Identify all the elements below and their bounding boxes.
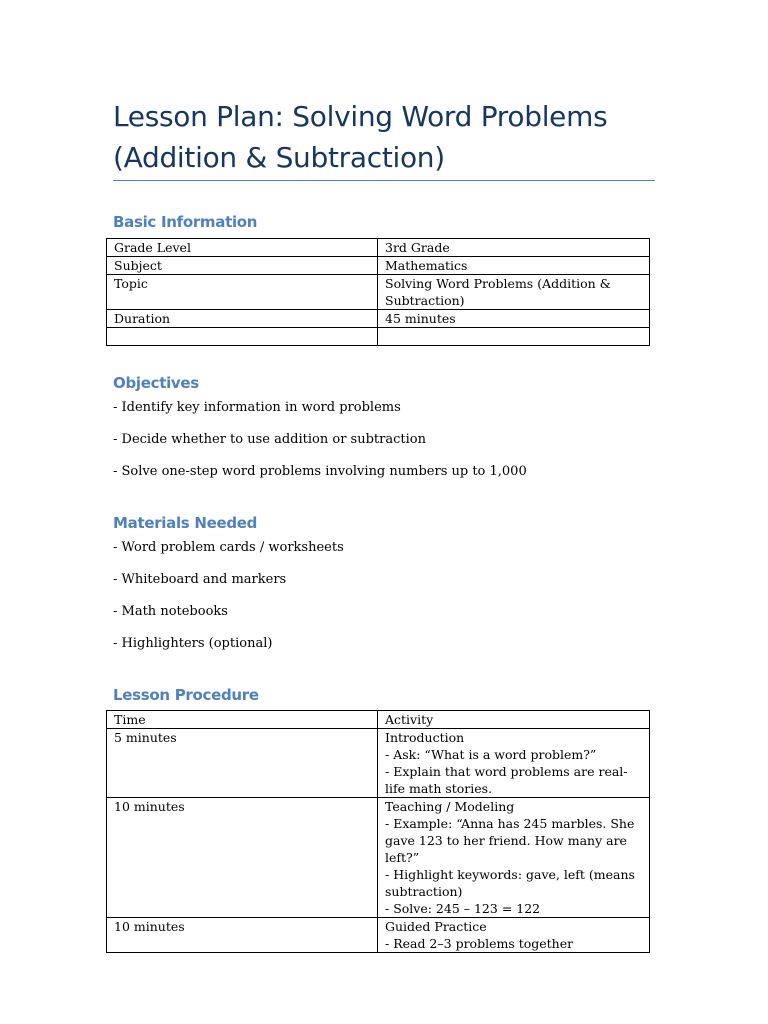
activity-cell <box>378 918 650 953</box>
time-cell: 5 minutes <box>107 729 378 798</box>
table-row <box>107 729 650 798</box>
activity-line: - Ask: “What is a word problem?” <box>385 747 597 762</box>
table-row <box>107 257 650 275</box>
table-cell-value: 45 minutes <box>378 310 650 328</box>
table-cell-label: Topic <box>107 275 378 310</box>
table-row <box>107 310 650 328</box>
table-header-row <box>107 711 650 729</box>
column-header-activity: Activity <box>378 711 650 729</box>
activity-line: - Read 2–3 problems together <box>385 936 574 951</box>
objectives-heading: Objectives <box>113 374 199 392</box>
list-item: - Solve one-step word problems involving numbers up to 1,000 <box>113 464 527 479</box>
time-cell: 10 minutes <box>107 798 378 918</box>
list-item: - Whiteboard and markers <box>113 572 287 587</box>
time-cell: 10 minutes <box>107 918 378 953</box>
table-row <box>107 275 650 310</box>
activity-cell <box>378 729 650 798</box>
list-item: - Highlighters (optional) <box>113 636 273 651</box>
table-row <box>107 918 650 953</box>
column-header-time: Time <box>107 711 378 729</box>
table-cell-value: Mathematics <box>378 257 650 275</box>
activity-line: Introduction <box>385 730 465 745</box>
activity-line: - Example: “Anna has 245 marbles. She gave 123 to her friend. How many are left?” <box>385 816 635 865</box>
activity-cell <box>378 798 650 918</box>
activity-line: Teaching / Modeling <box>385 799 515 814</box>
list-item: - Identify key information in word problems <box>113 400 401 415</box>
activity-line: - Explain that word problems are real-life math stories. <box>385 764 628 796</box>
list-item: - Word problem cards / worksheets <box>113 540 344 555</box>
basic-info-heading: Basic Information <box>113 213 258 231</box>
materials-heading: Materials Needed <box>113 514 258 532</box>
table-cell-label: Duration <box>107 310 378 328</box>
list-item: - Math notebooks <box>113 604 228 619</box>
list-item: - Decide whether to use addition or subtraction <box>113 432 426 447</box>
table-cell-label: Subject <box>107 257 378 275</box>
table-cell-value <box>378 328 650 346</box>
table-cell-value: Solving Word Problems (Addition & Subtraction) <box>378 275 650 310</box>
table-cell-label <box>107 328 378 346</box>
page-title: Lesson Plan: Solving Word Problems (Addition & Subtraction) <box>113 100 608 174</box>
title-underline <box>113 180 655 181</box>
activity-line: - Highlight keywords: gave, left (means subtraction) <box>385 867 635 899</box>
activity-line: - Solve: 245 – 123 = 122 <box>385 901 541 916</box>
table-cell-label: Grade Level <box>107 239 378 257</box>
activity-line: Guided Practice <box>385 919 487 934</box>
table-row <box>107 798 650 918</box>
basic-info-table <box>106 238 650 346</box>
table-cell-value: 3rd Grade <box>378 239 650 257</box>
procedure-table <box>106 710 650 953</box>
table-row <box>107 328 650 346</box>
procedure-heading: Lesson Procedure <box>113 686 259 704</box>
table-row <box>107 239 650 257</box>
